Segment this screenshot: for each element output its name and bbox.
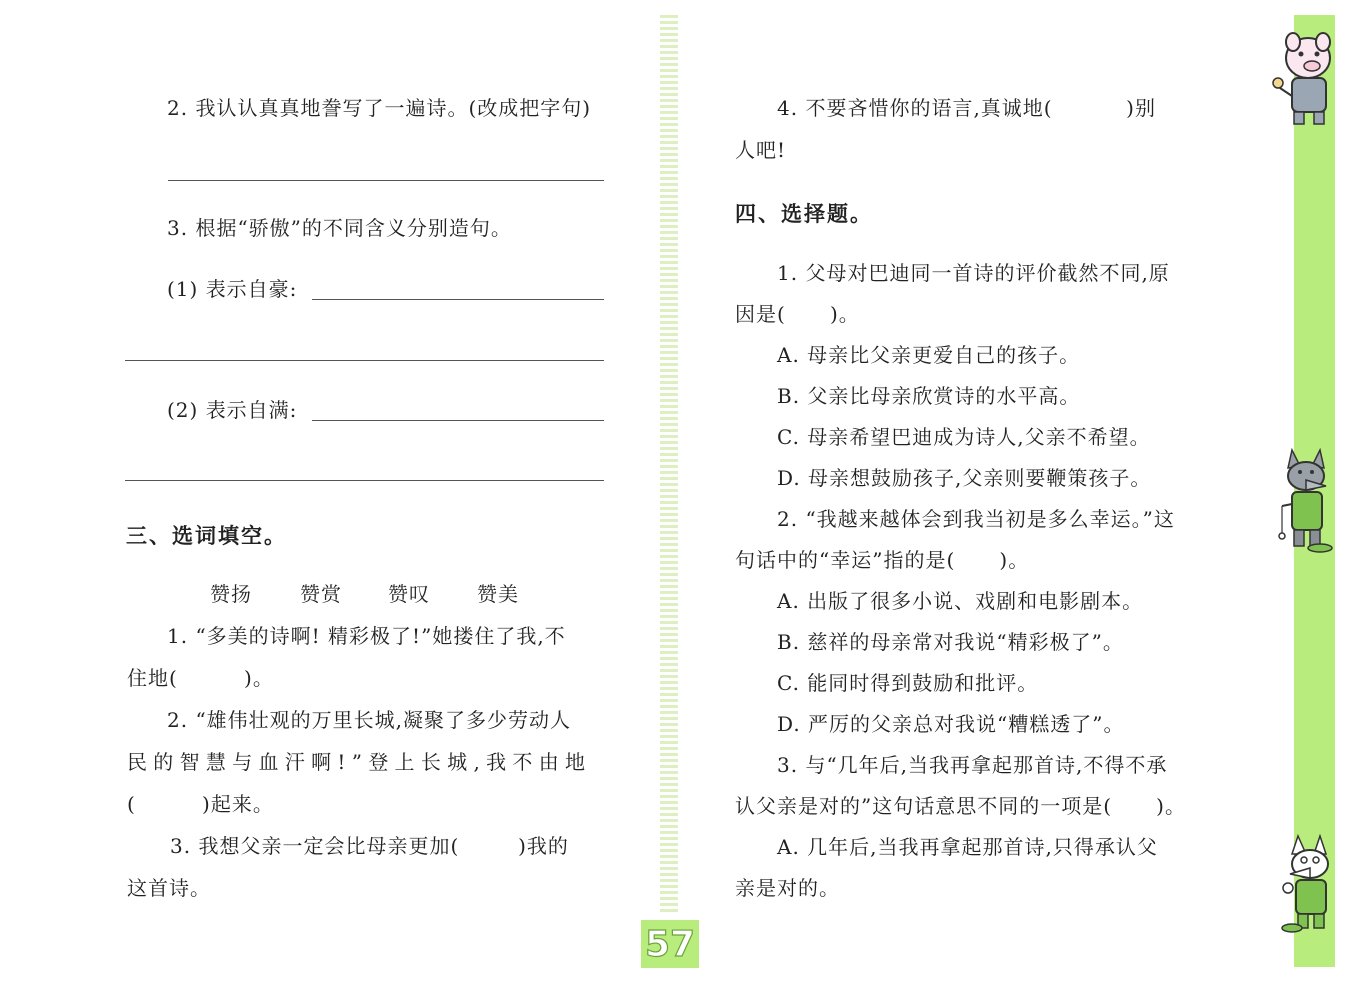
- mc-2-option-c[interactable]: C. 能同时得到鼓励和批评。: [777, 671, 1039, 695]
- answer-line-q3-1b[interactable]: [125, 360, 604, 361]
- word-bank-1: 赞扬: [210, 582, 252, 606]
- fill-1-line-b: 住地( )。: [127, 666, 274, 690]
- fill-4-line-b: 人吧!: [735, 138, 787, 162]
- answer-line-q3-2a[interactable]: [312, 420, 604, 421]
- question-3: 3. 根据“骄傲”的不同含义分别造句。: [167, 216, 512, 240]
- mc-2-line-a: 2. “我越来越体会到我当初是多么幸运。”这: [777, 507, 1175, 531]
- page-number: 57: [641, 920, 699, 968]
- fill-4-line-a: 4. 不要吝惜你的语言,真诚地( )别: [777, 96, 1156, 120]
- question-2: 2. 我认认真真地誊写了一遍诗。(改成把字句): [167, 96, 592, 120]
- mc-1-option-d[interactable]: D. 母亲想鼓励孩子,父亲则要鞭策孩子。: [777, 466, 1152, 490]
- mc-1-line-b: 因是( )。: [735, 302, 860, 326]
- pig-mascot-icon: [1268, 28, 1340, 130]
- fill-3-line-a: 3. 我想父亲一定会比母亲更加( )我的: [170, 834, 569, 858]
- mc-2-option-b[interactable]: B. 慈祥的母亲常对我说“精彩极了”。: [777, 630, 1124, 654]
- mc-2-option-d[interactable]: D. 严厉的父亲总对我说“糟糕透了”。: [777, 712, 1125, 736]
- mc-1-option-a[interactable]: A. 母亲比父亲更爱自己的孩子。: [777, 343, 1081, 367]
- mc-2-line-b: 句话中的“幸运”指的是( )。: [735, 548, 1030, 572]
- page-fold: [660, 15, 678, 915]
- fill-2-line-b: 民的智慧与血汗啊!”登上长城,我不由地: [127, 750, 592, 774]
- word-bank-3: 赞叹: [388, 582, 430, 606]
- word-bank-4: 赞美: [477, 582, 519, 606]
- fill-2-line-c: ( )起来。: [127, 792, 274, 816]
- mc-1-line-a: 1. 父母对巴迪同一首诗的评价截然不同,原: [777, 261, 1170, 285]
- answer-line-q3-2b[interactable]: [125, 480, 604, 481]
- fill-1-line-a: 1. “多美的诗啊! 精彩极了!”她搂住了我,不: [167, 624, 566, 648]
- question-3-1-label: (1) 表示自豪:: [167, 277, 298, 301]
- mc-3-option-a-line-1[interactable]: A. 几年后,当我再拿起那首诗,只得承认父: [777, 835, 1158, 859]
- mc-2-option-a[interactable]: A. 出版了很多小说、戏剧和电影剧本。: [777, 589, 1144, 613]
- section-4-title: 四、选择题。: [735, 202, 873, 226]
- mc-1-option-b[interactable]: B. 父亲比母亲欣赏诗的水平高。: [777, 384, 1081, 408]
- section-3-title: 三、选词填空。: [126, 524, 287, 548]
- wolf-mascot-icon: [1276, 446, 1340, 554]
- mc-1-option-c[interactable]: C. 母亲希望巴迪成为诗人,父亲不希望。: [777, 425, 1151, 449]
- fox-mascot-icon: [1276, 832, 1340, 936]
- mc-3-line-b: 认父亲是对的”这句话意思不同的一项是( )。: [735, 794, 1186, 818]
- answer-line-q3-1a[interactable]: [312, 299, 604, 300]
- word-bank-2: 赞赏: [300, 582, 342, 606]
- fill-3-line-b: 这首诗。: [127, 876, 211, 900]
- question-3-2-label: (2) 表示自满:: [167, 398, 298, 422]
- fill-2-line-a: 2. “雄伟壮观的万里长城,凝聚了多少劳动人: [167, 708, 572, 732]
- mc-3-option-a-line-2[interactable]: 亲是对的。: [735, 876, 840, 900]
- mc-3-line-a: 3. 与“几年后,当我再拿起那首诗,不得不承: [777, 753, 1168, 777]
- answer-line-q2[interactable]: [168, 180, 604, 181]
